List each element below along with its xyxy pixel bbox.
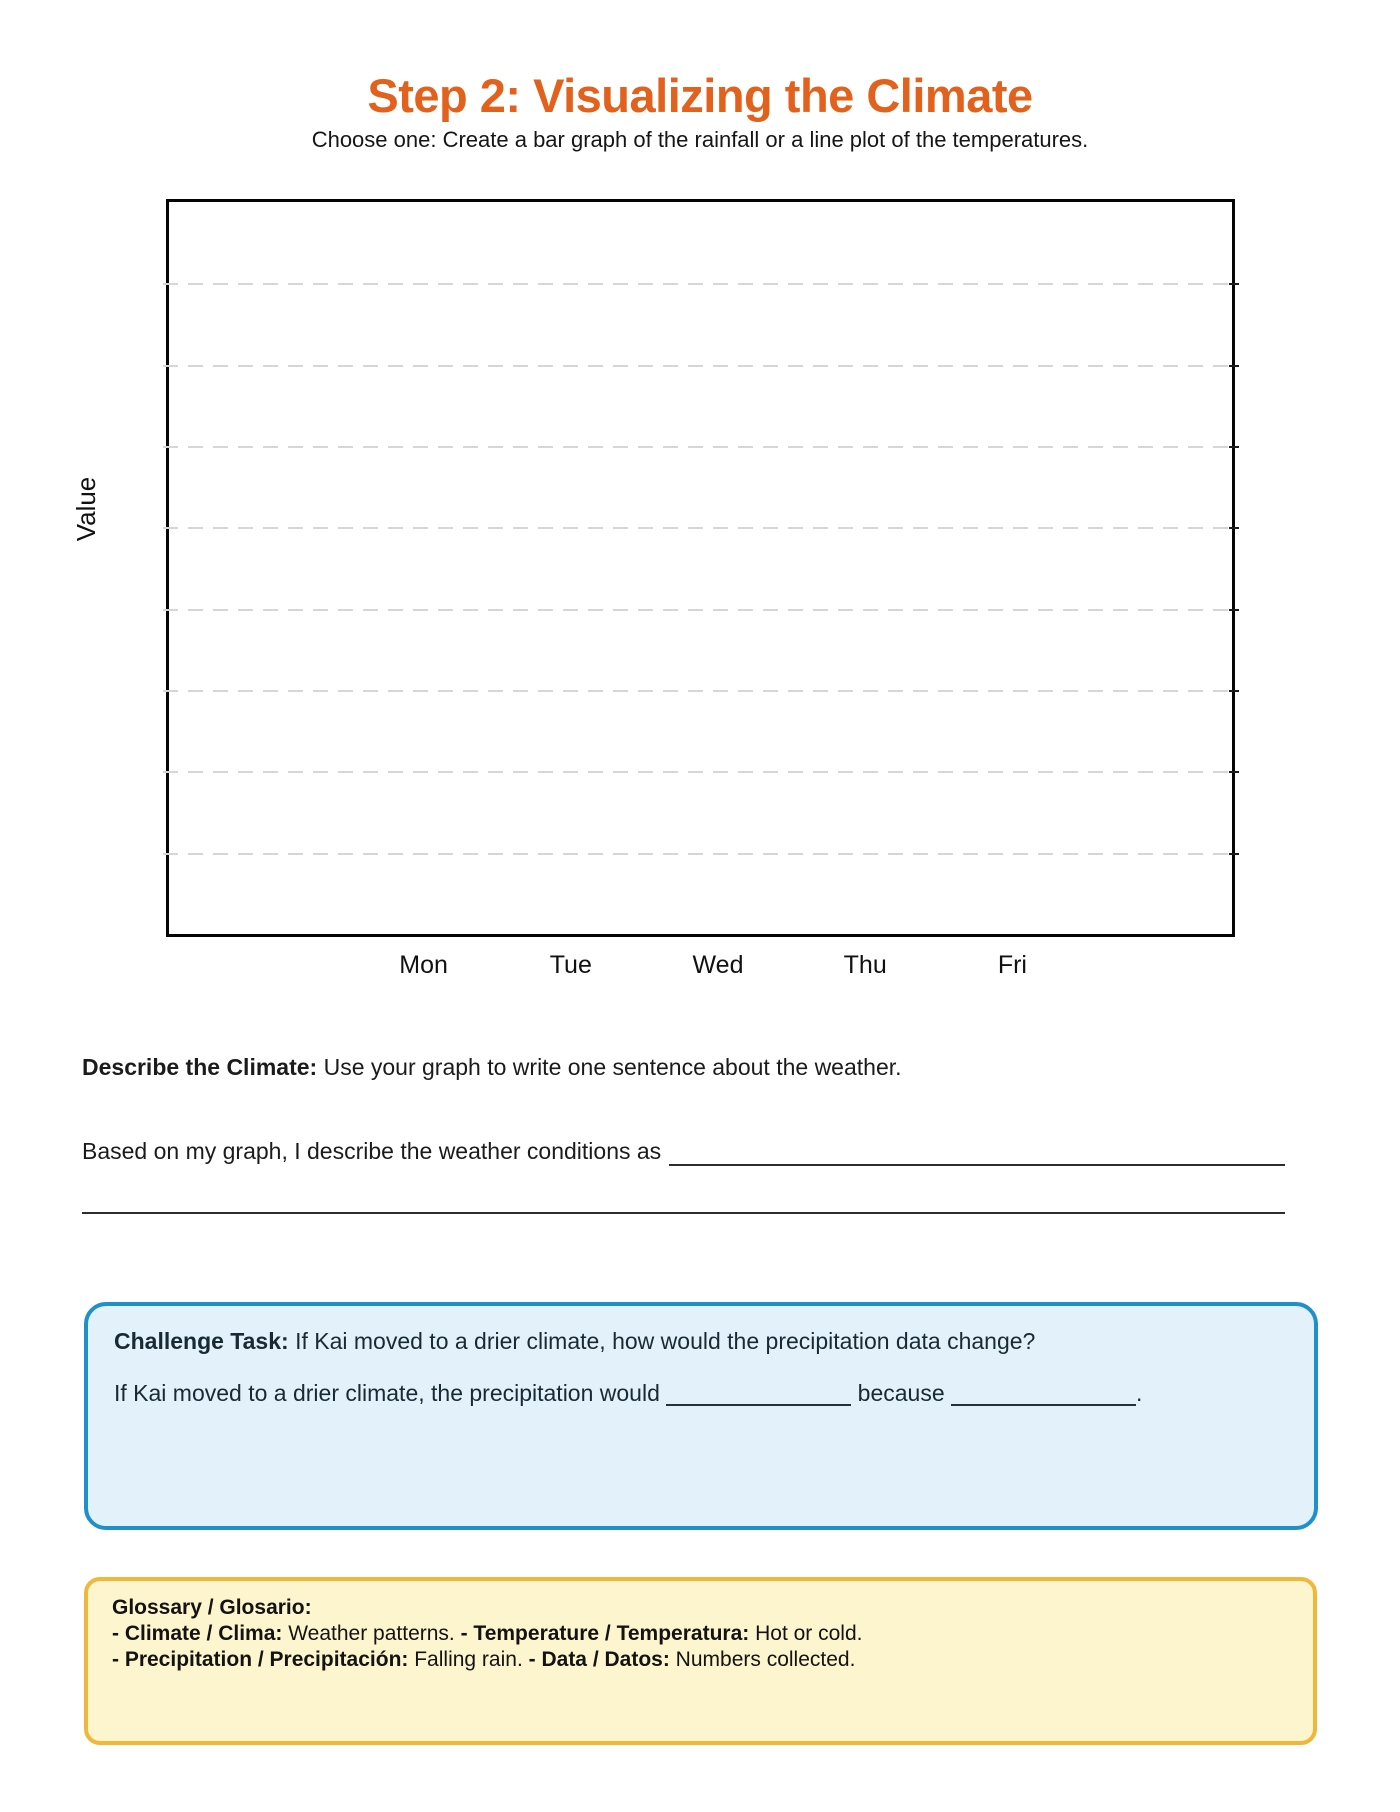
- gridline: [163, 527, 1239, 529]
- sentence-starter-text: Based on my graph, I describe the weather conditions as: [82, 1138, 662, 1164]
- glossary-line-1: [112, 1621, 1289, 1647]
- glossary-definition: Weather patterns.: [288, 1622, 455, 1645]
- page-title: Step 2: Visualizing the Climate: [367, 69, 1033, 122]
- challenge-task-heading: Challenge Task:: [114, 1328, 289, 1354]
- chart-plot-area[interactable]: [166, 199, 1235, 937]
- glossary-definition: Falling rain.: [414, 1648, 523, 1671]
- x-axis-labels: [350, 951, 1086, 980]
- gridline: [163, 609, 1239, 611]
- challenge-task-box: [84, 1302, 1318, 1530]
- glossary-line-2: [112, 1647, 1289, 1673]
- describe-climate-prompt: [82, 1052, 1322, 1082]
- challenge-fill-connector: because: [857, 1380, 945, 1406]
- glossary-definition: Hot or cold.: [755, 1622, 863, 1645]
- gridline: [163, 283, 1239, 285]
- challenge-fill-lead: If Kai moved to a drier climate, the precipitation would: [114, 1380, 660, 1406]
- glossary-heading-row: [112, 1595, 1289, 1621]
- glossary-box: [84, 1577, 1317, 1745]
- glossary-term: - Climate / Clima:: [112, 1622, 283, 1645]
- challenge-fill-period: .: [1136, 1380, 1143, 1406]
- glossary-term: - Precipitation / Precipitación:: [112, 1648, 409, 1671]
- x-axis-label-wed: Wed: [692, 951, 744, 979]
- describe-climate-instruction: Use your graph to write one sentence about the weather.: [323, 1054, 902, 1080]
- x-axis-label-fri: Fri: [997, 951, 1027, 979]
- gridline: [163, 365, 1239, 367]
- gridline: [163, 690, 1239, 692]
- gridline: [163, 446, 1239, 448]
- challenge-question-row: [114, 1326, 1288, 1356]
- describe-climate-heading: Describe the Climate:: [82, 1054, 318, 1080]
- glossary-heading: Glossary / Glosario:: [112, 1596, 312, 1619]
- x-axis-label-tue: Tue: [549, 951, 592, 979]
- challenge-fill-row: [114, 1378, 1288, 1408]
- x-axis-label-thu: Thu: [843, 951, 887, 979]
- glossary-term: - Data / Datos:: [528, 1648, 670, 1671]
- challenge-task-question: If Kai moved to a drier climate, how would the precipitation data change?: [295, 1328, 1036, 1354]
- y-axis-label: Value: [71, 476, 101, 542]
- answer-blank-line-1[interactable]: [669, 1136, 1285, 1166]
- page-subtitle: Choose one: Create a bar graph of the rainfall or a line plot of the temperatures.: [311, 127, 1089, 152]
- challenge-blank-1[interactable]: [666, 1392, 851, 1406]
- gridline: [163, 853, 1239, 855]
- answer-blank-line-2[interactable]: [82, 1212, 1285, 1214]
- sentence-starter-row: [82, 1136, 1285, 1166]
- glossary-definition: Numbers collected.: [675, 1648, 856, 1671]
- gridline: [163, 771, 1239, 773]
- glossary-term: - Temperature / Temperatura:: [460, 1622, 750, 1645]
- x-axis-label-mon: Mon: [399, 951, 448, 979]
- challenge-blank-2[interactable]: [951, 1392, 1136, 1406]
